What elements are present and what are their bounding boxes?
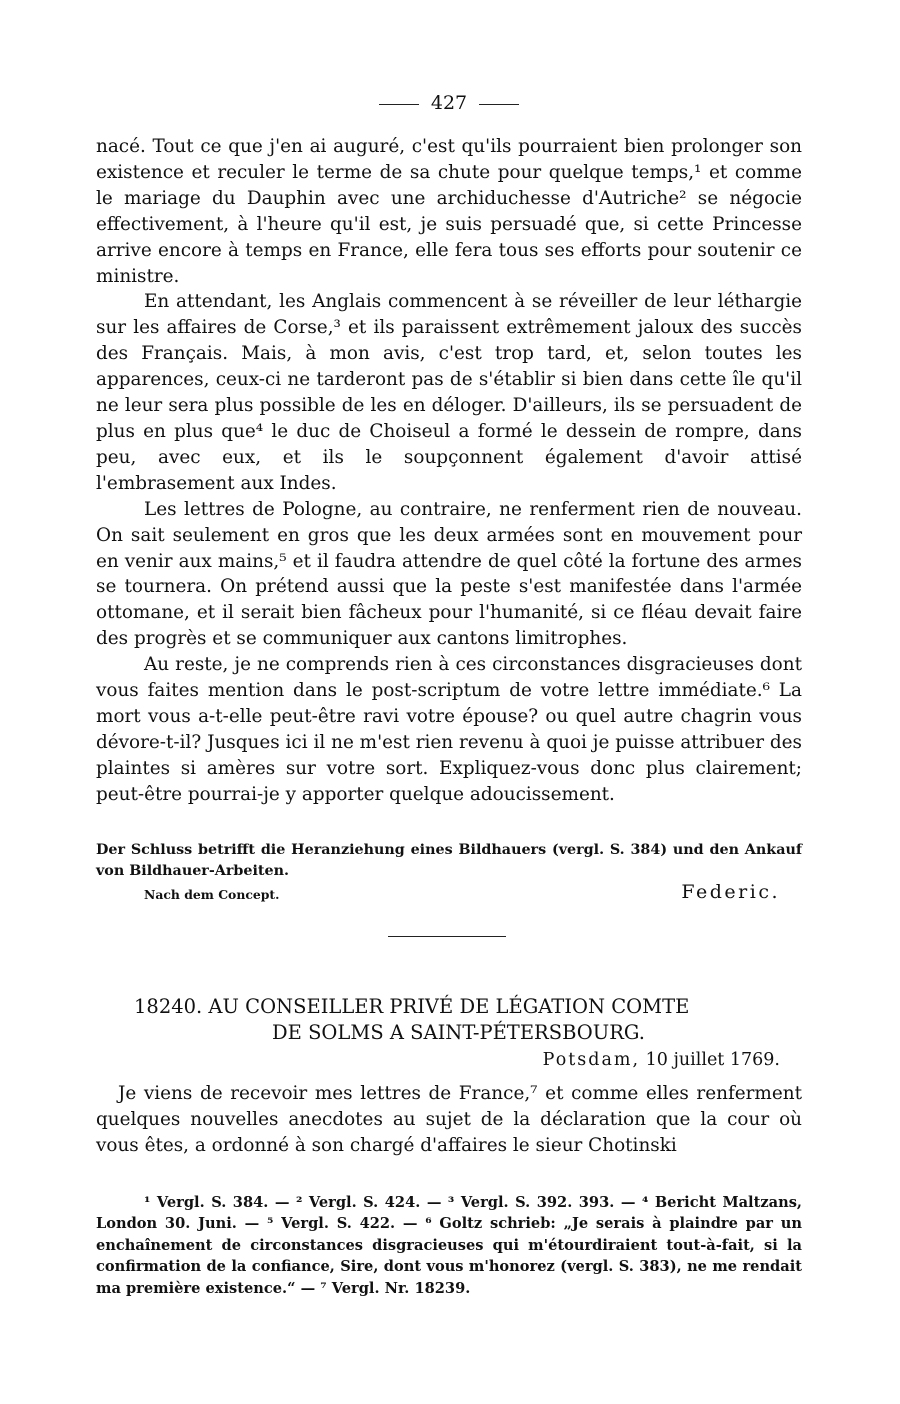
- paragraph-1: nacé. Tout ce que j'en ai auguré, c'est qu'ils pourraient bien prolonger son existence et reculer le terme de sa chute pour quelque temps,¹ et comme le mariage du Dauphin avec une archiduchesse d'Autriche² se négocie effectivement, à l'heure qu'il est, je suis persuadé que, si cette Princesse arrive encore à temps en France, elle fera tous ses efforts pour soutenir ce ministre.: [96, 136, 802, 287]
- paragraph-3: Les lettres de Pologne, au contraire, ne renferment rien de nouveau. On sait seulement en gros que les deux armées sont en mouvement pour en venir aux mains,⁵ et il faudra attendre de quel côté la fortune des armes se tournera. On prétend aussi que la peste s'est manifestée dans l'armée ottomane, et il serait bien fâcheux pour l'humanité, si ce fléau devait faire des progrès et se communiquer aux cantons limitrophes.: [96, 498, 802, 650]
- page-number: 427: [430, 92, 468, 114]
- place-date: [543, 1050, 780, 1070]
- editor-note-text: Der Schluss betrifft die Heranziehung eines Bildhauers (vergl. S. 384) und den Ankauf von Bildhauer-Arbeiten.: [96, 842, 802, 879]
- paragraph-2: En attendant, les Anglais commencent à se réveiller de leur léthargie sur les affaires de Corse,³ et ils paraissent extrêmement jaloux des succès des Français. Mais, à mon avis, c'est trop tard, et, selon toutes les apparences, ceux-ci ne tarderont pas de s'établir si bien dans cette île qu'il ne leur sera plus possible de les en déloger. D'ailleurs, ils se persuadent de plus en plus que⁴ le duc de Choiseul a formé le dessein de rompre, dans peu, avec eux, et ils le soupçonnent également d'avoir attisé l'embrasement aux Indes.: [96, 291, 802, 494]
- header-rule-left: [379, 104, 419, 105]
- letter-body: [96, 134, 802, 808]
- heading-line-2: DE SOLMS A SAINT-PÉTERSBOURG.: [272, 1021, 645, 1044]
- place: Potsdam,: [542, 1050, 641, 1070]
- footnotes-text: ¹ Vergl. S. 384. — ² Vergl. S. 424. — ³ Vergl. S. 392. 393. — ⁴ Bericht Maltzans, London 30. Juni. — ⁵ Vergl. S. 422. — ⁶ Goltz schrieb: „Je serais à plaindre par un enchaînement de circonstances disgracieuses qui m'étourdiraient tout-à-fait, si la confirmation de la confiance, Sire, dont vous m'honorez (vergl. S. 383), ne me rendait ma première existence.“ — ⁷ Vergl. Nr. 18239.: [96, 1194, 802, 1297]
- section-separator: [388, 936, 506, 937]
- signature: Federic.: [681, 881, 780, 903]
- book-page: [96, 0, 802, 1404]
- new-letter-body: [96, 1081, 802, 1159]
- editor-note: [96, 840, 802, 882]
- footnotes: [96, 1192, 802, 1299]
- header-rule-right: [479, 104, 519, 105]
- source-note: Nach dem Concept.: [144, 887, 280, 902]
- letter-heading: [134, 994, 802, 1046]
- paragraph-4: Au reste, je ne comprends rien à ces circonstances disgracieuses dont vous faites mention dans le post-scriptum de votre lettre immédiate.⁶ La mort vous a-t-elle peut-être ravi votre épouse? ou quel autre chagrin vous dévore-t-il? Jusques ici il ne m'est rien revenu à quoi je puisse attribuer des plaintes si amères sur votre sort. Expliquez-vous donc plus clairement; peut-être pourrai-je y apporter quelque adoucissement.: [96, 654, 802, 805]
- heading-line-1: 18240. AU CONSEILLER PRIVÉ DE LÉGATION COMTE: [134, 995, 690, 1018]
- date: 10 juillet 1769.: [645, 1050, 780, 1070]
- new-letter-paragraph: Je viens de recevoir mes lettres de France,⁷ et comme elles renferment quelques nouvelles anecdotes au sujet de la déclaration que la cour où vous êtes, a ordonné à son chargé d'affaires le sieur Chotinski: [96, 1083, 802, 1156]
- page-header: [96, 88, 802, 118]
